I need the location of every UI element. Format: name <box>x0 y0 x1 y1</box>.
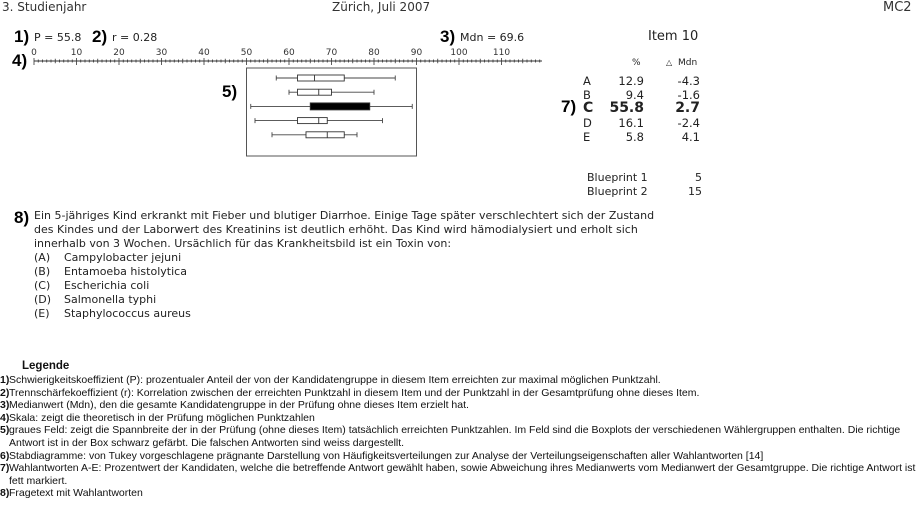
blueprint-row <box>587 171 702 184</box>
answer-pct: 5.8 <box>625 130 644 144</box>
legend-number: 7) <box>0 462 10 475</box>
boxplot-box <box>298 89 332 95</box>
answer-label: A <box>583 74 591 88</box>
legend-number: 5) <box>0 424 10 437</box>
option-text: Salmonella typhi <box>64 293 157 306</box>
option-key: (E) <box>34 307 50 320</box>
stat-r: r = 0.28 <box>112 31 158 44</box>
answer-label: D <box>583 116 592 130</box>
blueprint-label: Blueprint 2 <box>587 185 648 198</box>
blueprint-value: 15 <box>688 185 702 198</box>
marker-8: 8) <box>14 208 30 227</box>
legend-text: Wahlantworten A-E: Prozentwert der Kandidaten, welche die betreffende Antwort gewählt haben, sowie Abweichung ihres Medianwerts vom Medianwert der Gesamtgruppe. Die richtige Antwort ist fett markiert. <box>9 462 916 487</box>
item-statistics-plot <box>0 0 560 160</box>
legend-number: 2) <box>0 386 10 399</box>
scale-tick-label: 50 <box>240 48 253 58</box>
header-code: MC2 <box>883 0 912 15</box>
scale-tick-label: 10 <box>70 48 83 58</box>
option-text: Staphylococcus aureus <box>64 307 191 320</box>
legend-list <box>0 374 924 511</box>
marker-7: 7) <box>561 97 577 116</box>
answer-mdn-delta: 2.7 <box>675 100 700 116</box>
legend-number: 6) <box>0 449 10 462</box>
marker-4: 4) <box>12 51 28 70</box>
scale-tick-label: 70 <box>325 48 338 58</box>
legend-number: 1) <box>0 374 10 386</box>
scale-tick-label: 80 <box>368 48 380 58</box>
option-key: (C) <box>34 279 51 292</box>
scale-tick-label: 30 <box>155 48 168 58</box>
marker-1: 1) <box>14 27 30 46</box>
answer-pct: 55.8 <box>609 100 644 116</box>
blueprint-row <box>587 185 702 198</box>
option-text: Entamoeba histolytica <box>64 265 187 278</box>
blueprint-label: Blueprint 1 <box>587 171 648 184</box>
col-header-pct: % <box>632 58 641 68</box>
marker-3: 3) <box>440 27 456 46</box>
option-key: (A) <box>34 251 51 264</box>
answer-pct: 16.1 <box>618 116 644 130</box>
header-location-date: Zürich, Juli 2007 <box>332 0 431 14</box>
answer-mdn-delta: -4.3 <box>677 74 700 88</box>
legend-text: Trennschärfekoeffizient (r): Korrelation zwischen der erreichten Punktzahl in diesem Item und der Punktzahl in der Gesamtprüfung ohne dieses Item. <box>9 386 700 399</box>
question-text: Ein 5-jähriges Kind erkrankt mit Fieber und blutiger Diarrhoe. Einige Tage später verschlechtert sich der Zustand des Kindes und der Laborwert des Kreatinins ist deutlich erhöht. Das Kind wird hämodialysiert und erholt sich innerhalb von 3 Wochen. Ursächlich für das Krankheitsbild ist ein Toxin von: <box>34 209 655 250</box>
scale-tick-label: 20 <box>113 48 125 58</box>
boxplot-box <box>306 132 344 138</box>
answer-mdn-delta: -2.4 <box>677 116 700 130</box>
scale-tick-label: 90 <box>410 48 423 58</box>
blueprint-value: 5 <box>695 171 702 184</box>
scale-tick-label: 0 <box>31 48 37 58</box>
option-text: Campylobacter jejuni <box>64 251 182 264</box>
boxplot-box <box>298 118 328 124</box>
answer-pct: 12.9 <box>618 74 644 88</box>
header-study-year: 3. Studienjahr <box>2 0 87 14</box>
stat-mdn: Mdn = 69.6 <box>460 31 525 44</box>
legend-number: 4) <box>0 411 10 424</box>
option-key: (B) <box>34 265 51 278</box>
legend-text: graues Feld: zeigt die Spannbreite der in der Prüfung (ohne dieses Item) tatsächlich erreichten Punktzahlen. Im Feld sind die Boxplots der verschiedenen Wählergruppen enthalten. Die richtige Antwort ist in der Box schwarz gefärbt. Die falschen Antworten sind weiss dargestellt. <box>9 424 901 449</box>
answer-label: B <box>583 88 591 102</box>
legend-number: 3) <box>0 399 10 412</box>
boxplot-box <box>310 103 370 110</box>
item-number: Item 10 <box>648 29 699 44</box>
legend-text: Schwierigkeitskoeffizient (P): prozentualer Anteil der von der Kandidatengruppe in diesem Item erreichten zur maximal möglichen Punktzahl. <box>9 374 661 386</box>
answer-mdn-delta: 4.1 <box>681 130 700 144</box>
scale-tick-label: 40 <box>198 48 210 58</box>
legend-title: Legende <box>22 360 70 372</box>
col-header-mdn: Mdn <box>678 58 698 68</box>
legend-text: Skala: zeigt die theoretisch in der Prüfung möglichen Punktzahlen <box>9 411 315 424</box>
answer-mdn-delta: -1.6 <box>677 88 700 102</box>
delta-symbol: △ <box>666 58 673 67</box>
legend-text: Stabdiagramme: von Tukey vorgeschlagene prägnante Darstellung von Häufigkeitsverteilungen zur Analyse der Verteilungseigenschaften aller Wahlantworten [14] <box>9 449 764 462</box>
answer-pct: 9.4 <box>625 88 644 102</box>
stat-p: P = 55.8 <box>34 31 82 44</box>
marker-2: 2) <box>92 27 108 46</box>
scale-tick-label: 60 <box>283 48 295 58</box>
answer-label: C <box>583 100 594 116</box>
marker-5: 5) <box>222 82 238 101</box>
scale-labels <box>31 48 510 58</box>
legend-text: Medianwert (Mdn), den die gesamte Kandidatengruppe in der Prüfung ohne dieses Item erzielt hat. <box>9 399 469 412</box>
legend-text: Fragetext mit Wahlantworten <box>9 487 143 500</box>
option-text: Escherichia coli <box>64 279 150 292</box>
boxplot-box <box>298 75 345 81</box>
answer-label: E <box>583 130 591 144</box>
scale-tick-label: 110 <box>492 48 511 58</box>
legend-number: 8) <box>0 487 10 500</box>
scale-tick-label: 100 <box>450 48 468 58</box>
option-key: (D) <box>34 293 52 306</box>
